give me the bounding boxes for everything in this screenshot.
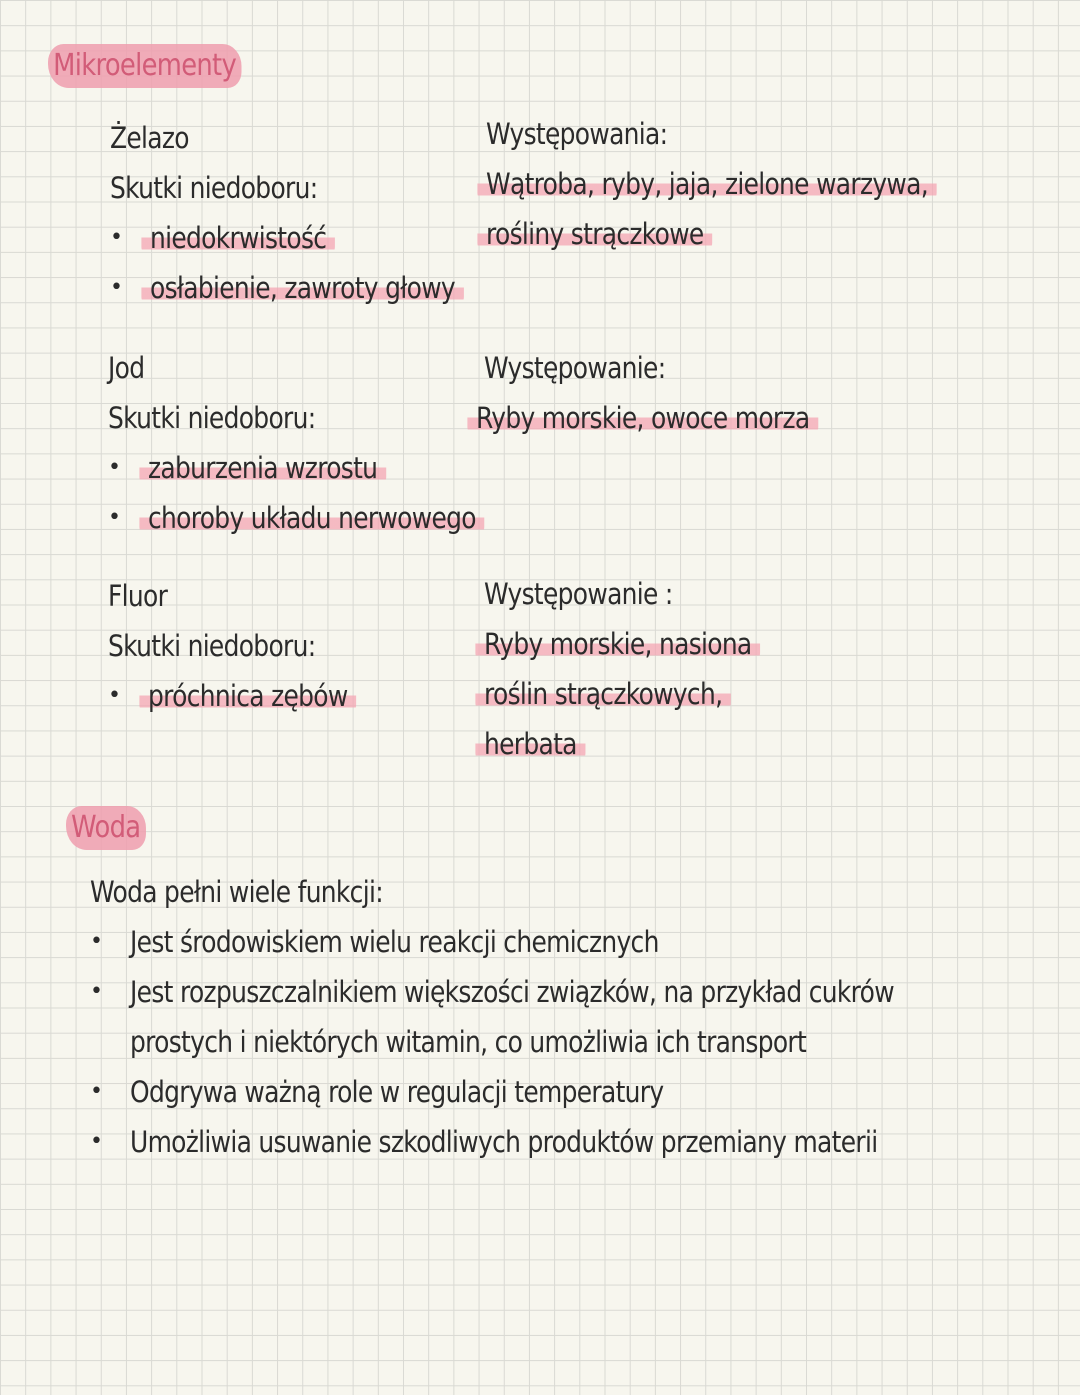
effect-item-iodine-1: zaburzenia wzrostu [148, 448, 386, 488]
element-name-iron: Żelazo [110, 121, 189, 155]
bullet: • [110, 275, 123, 300]
water-function-3: Odgrywa ważną role w regulacji temperatury [130, 1075, 664, 1109]
water-function-4: Umożliwia usuwanie szkodliwych produktów przemiany materii [130, 1125, 878, 1159]
occurrence-label-fluorine: Występowanie : [484, 577, 673, 611]
occurrence-line-iodine-1: Ryby morskie, owoce morza [476, 398, 818, 438]
deficiency-label-iodine: Skutki niedoboru: [108, 401, 316, 435]
occurrence-label-iron: Występowania: [486, 117, 668, 151]
bullet: • [108, 683, 121, 708]
effect-item-iron-1: niedokrwistość [150, 218, 335, 258]
water-intro: Woda pełni wiele funkcji: [90, 875, 383, 909]
deficiency-label-fluorine: Skutki niedoboru: [108, 629, 316, 663]
water-function-2-continued: prostych i niektórych witamin, co umożliwia ich transport [130, 1025, 807, 1059]
effect-item-fluorine-1: próchnica zębów [148, 676, 356, 716]
water-function-2: Jest rozpuszczalnikiem większości związków, na przykład cukrów [130, 975, 894, 1009]
section-title-woda: Woda [66, 806, 146, 850]
occurrence-line-iron-2: rośliny strączkowe [486, 214, 712, 254]
occurrence-line-fluorine-2: roślin strączkowych, [484, 674, 731, 714]
section-title-mikroelementy: Mikroelementy [48, 44, 241, 88]
occurrence-line-iron-1: Wątroba, ryby, jaja, zielone warzywa, [486, 164, 937, 204]
bullet: • [90, 1079, 103, 1104]
occurrence-label-iodine: Występowanie: [484, 351, 666, 385]
bullet: • [90, 1129, 103, 1154]
occurrence-line-fluorine-1: Ryby morskie, nasiona [484, 624, 760, 664]
effect-item-iodine-2: choroby układu nerwowego [148, 498, 484, 538]
element-name-fluorine: Fluor [108, 579, 168, 613]
deficiency-label-iron: Skutki niedoboru: [110, 171, 318, 205]
bullet: • [108, 455, 121, 480]
bullet: • [90, 929, 103, 954]
effect-item-iron-2: osłabienie, zawroty głowy [150, 268, 464, 308]
bullet: • [110, 225, 123, 250]
bullet: • [90, 979, 103, 1004]
occurrence-line-fluorine-3: herbata [484, 724, 585, 764]
water-function-1: Jest środowiskiem wielu reakcji chemicznych [130, 925, 659, 959]
bullet: • [108, 505, 121, 530]
element-name-iodine: Jod [108, 351, 145, 385]
